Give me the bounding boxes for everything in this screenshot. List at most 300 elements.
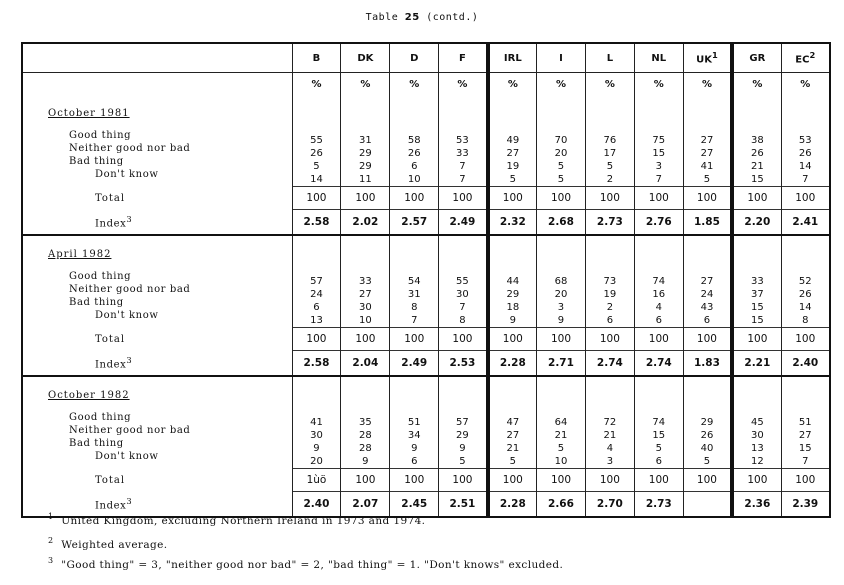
period-values-row — [22, 235, 830, 328]
column-code: UK — [696, 54, 712, 66]
total-value: 100 — [390, 469, 439, 492]
value: 51 — [798, 417, 812, 428]
total-value: 100 — [390, 328, 439, 351]
value: 21 — [506, 443, 520, 454]
column-header-dk — [341, 43, 390, 73]
table-title — [0, 12, 844, 23]
total-value: 100 — [439, 187, 488, 210]
value: 19 — [506, 161, 520, 172]
value-cell — [634, 95, 683, 187]
index-value: 2.49 — [439, 210, 488, 236]
value: 19 — [603, 289, 617, 300]
column-header-irl — [488, 43, 537, 73]
value: 34 — [407, 430, 421, 441]
value-cell — [488, 95, 537, 187]
index-value: 2.73 — [585, 210, 634, 236]
value-cell — [341, 376, 390, 469]
index-value: 2.39 — [781, 492, 830, 518]
value: 9 — [459, 443, 466, 454]
index-value: 2.21 — [732, 351, 781, 377]
value: 10 — [407, 174, 421, 185]
index-value: 2.36 — [732, 492, 781, 518]
header-row — [22, 43, 830, 73]
value: 43 — [700, 302, 714, 313]
value: 3 — [606, 456, 614, 467]
value-cell — [732, 235, 781, 328]
title-prefix: Table — [365, 12, 399, 23]
column-header-l — [585, 43, 634, 73]
total-row — [22, 328, 830, 351]
value: 45 — [750, 417, 764, 428]
value: 11 — [358, 174, 372, 185]
value: 31 — [358, 135, 372, 146]
value: 52 — [798, 276, 812, 287]
column-code: IRL — [503, 52, 522, 64]
index-value: 2.71 — [537, 351, 586, 377]
column-code: D — [410, 52, 419, 64]
total-value: 100 — [292, 187, 341, 210]
value: 30 — [750, 430, 764, 441]
column-header-gr — [732, 43, 781, 73]
column-footnote-mark: 1 — [711, 50, 718, 61]
value-cell — [292, 235, 341, 328]
value: 51 — [407, 417, 421, 428]
value: 30 — [310, 430, 323, 441]
value-cell — [390, 235, 439, 328]
value: 17 — [603, 148, 617, 159]
value: 33 — [456, 148, 469, 159]
percent-sign: % — [683, 73, 732, 96]
value: 2 — [606, 302, 614, 313]
value: 20 — [554, 289, 568, 300]
value-cell — [292, 95, 341, 187]
index-value: 2.74 — [634, 351, 683, 377]
value-cell — [292, 376, 341, 469]
index-value: 2.28 — [488, 351, 537, 377]
value: 6 — [411, 161, 418, 172]
value: 9 — [313, 443, 320, 454]
total-stub — [22, 328, 292, 351]
value: 26 — [407, 148, 421, 159]
period-name: April 1982 — [48, 249, 112, 261]
footnote — [48, 536, 167, 551]
value: 37 — [750, 289, 764, 300]
value: 38 — [750, 135, 764, 146]
value: 6 — [606, 315, 614, 326]
row-label: Bad thing — [69, 297, 124, 309]
value: 29 — [506, 289, 520, 300]
value-cell — [683, 376, 732, 469]
index-value: 2.40 — [292, 492, 341, 518]
total-value: 100 — [488, 187, 537, 210]
value: 53 — [798, 135, 812, 146]
index-value: 2.20 — [732, 210, 781, 236]
value: 26 — [798, 289, 812, 300]
total-row — [22, 469, 830, 492]
value: 24 — [700, 289, 714, 300]
column-code: B — [312, 52, 321, 64]
total-value: 100 — [732, 328, 781, 351]
row-label: Neither good nor bad — [69, 143, 191, 155]
total-row — [22, 187, 830, 210]
value: 64 — [554, 417, 568, 428]
value: 15 — [798, 443, 812, 454]
column-code: DK — [357, 52, 374, 64]
value: 6 — [703, 315, 711, 326]
row-label: Neither good nor bad — [69, 284, 191, 296]
index-label — [23, 496, 292, 511]
value: 6 — [411, 456, 418, 467]
total-value: 100 — [732, 187, 781, 210]
total-value: 100 — [585, 187, 634, 210]
total-value: 100 — [781, 469, 830, 492]
value: 18 — [506, 302, 520, 313]
value: 26 — [798, 148, 812, 159]
total-value: 100 — [683, 187, 732, 210]
total-value: 100 — [781, 187, 830, 210]
value-cell — [585, 95, 634, 187]
value: 20 — [310, 456, 323, 467]
value: 7 — [802, 456, 809, 467]
value: 6 — [655, 315, 662, 326]
value: 70 — [554, 135, 568, 146]
value-cell — [439, 235, 488, 328]
value: 28 — [358, 430, 372, 441]
value-cell — [634, 376, 683, 469]
index-value: 2.49 — [390, 351, 439, 377]
index-footnote-mark: 3 — [126, 355, 133, 366]
value: 74 — [652, 276, 666, 287]
column-header-i — [537, 43, 586, 73]
value: 76 — [603, 135, 617, 146]
value: 24 — [310, 289, 323, 300]
index-value: 2.68 — [537, 210, 586, 236]
index-row — [22, 351, 830, 377]
value: 5 — [509, 174, 517, 185]
percent-sign: % — [488, 73, 537, 96]
title-suffix: (contd.) — [426, 12, 479, 23]
period-stub — [22, 235, 292, 328]
value: 30 — [456, 289, 469, 300]
percent-sign: % — [781, 73, 830, 96]
value: 5 — [606, 161, 614, 172]
value: 57 — [456, 417, 469, 428]
total-value: 100 — [341, 187, 390, 210]
value: 49 — [506, 135, 520, 146]
value: 54 — [407, 276, 421, 287]
value: 14 — [798, 302, 812, 313]
index-value: 2.53 — [439, 351, 488, 377]
value: 29 — [700, 417, 714, 428]
value-cell — [390, 95, 439, 187]
index-value: 2.66 — [537, 492, 586, 518]
value: 9 — [509, 315, 517, 326]
value: 6 — [313, 302, 320, 313]
value: 2 — [606, 174, 614, 185]
total-value: 100 — [634, 328, 683, 351]
index-label-text: Index — [95, 500, 127, 512]
value: 26 — [700, 430, 714, 441]
data-table — [21, 42, 831, 518]
value: 29 — [358, 148, 372, 159]
percent-sign: % — [732, 73, 781, 96]
value: 73 — [603, 276, 617, 287]
value-cell — [341, 95, 390, 187]
value-cell — [683, 95, 732, 187]
value: 6 — [655, 456, 662, 467]
value: 7 — [459, 174, 466, 185]
column-header-b — [292, 43, 341, 73]
value-cell — [585, 235, 634, 328]
total-value: 100 — [488, 328, 537, 351]
value: 55 — [456, 276, 469, 287]
total-value: 100 — [537, 187, 586, 210]
percent-sign: % — [341, 73, 390, 96]
percent-sign: % — [439, 73, 488, 96]
column-code: I — [559, 52, 563, 64]
index-value: 2.73 — [634, 492, 683, 518]
index-label — [23, 355, 292, 370]
total-value: 100 — [439, 328, 488, 351]
percent-row — [22, 73, 830, 96]
value: 15 — [652, 148, 666, 159]
column-code: F — [459, 52, 466, 64]
value: 28 — [358, 443, 372, 454]
value: 31 — [407, 289, 421, 300]
index-value: 1.83 — [683, 351, 732, 377]
value: 7 — [459, 161, 466, 172]
value: 74 — [652, 417, 666, 428]
value: 20 — [554, 148, 568, 159]
value: 27 — [700, 135, 714, 146]
column-footnote-mark: 2 — [809, 50, 816, 61]
value-cell — [732, 95, 781, 187]
value: 72 — [603, 417, 617, 428]
value-cell — [439, 95, 488, 187]
value: 10 — [554, 456, 568, 467]
value: 3 — [557, 302, 565, 313]
index-value: 2.70 — [585, 492, 634, 518]
row-labels — [23, 401, 292, 463]
percent-sign: % — [634, 73, 683, 96]
value-cell — [341, 235, 390, 328]
value: 10 — [358, 315, 372, 326]
total-value: 100 — [292, 328, 341, 351]
value: 5 — [557, 443, 565, 454]
value-cell — [634, 235, 683, 328]
index-value: 2.07 — [341, 492, 390, 518]
total-stub — [22, 187, 292, 210]
value-cell — [390, 376, 439, 469]
index-value: 2.51 — [439, 492, 488, 518]
value-cell — [683, 235, 732, 328]
period-values-row — [22, 376, 830, 469]
footnote-text: United Kingdom, excluding Northern Ireland in 1973 and 1974. — [57, 514, 426, 527]
index-value: 2.32 — [488, 210, 537, 236]
total-value: 100 — [732, 469, 781, 492]
value: 7 — [802, 174, 809, 185]
value: 27 — [700, 276, 714, 287]
footnote-text: Weighted average. — [57, 538, 168, 551]
value: 29 — [358, 161, 372, 172]
value: 5 — [459, 456, 466, 467]
footnote-mark: 3 — [48, 556, 54, 565]
index-value: 2.02 — [341, 210, 390, 236]
value: 58 — [407, 135, 421, 146]
index-stub — [22, 351, 292, 377]
total-value: 100 — [683, 469, 732, 492]
column-code: NL — [651, 52, 667, 64]
value: 27 — [700, 148, 714, 159]
value: 13 — [750, 443, 764, 454]
value: 35 — [358, 417, 372, 428]
row-label: Good thing — [69, 130, 132, 142]
index-row — [22, 210, 830, 236]
total-stub — [22, 469, 292, 492]
period-values-row — [22, 95, 830, 187]
footnote — [48, 556, 563, 571]
value: 27 — [506, 148, 520, 159]
index-label-text: Index — [95, 359, 127, 371]
index-value: 2.58 — [292, 210, 341, 236]
total-label: Total — [95, 192, 126, 204]
row-labels — [23, 260, 292, 322]
value-cell — [732, 376, 781, 469]
value: 5 — [655, 443, 662, 454]
value: 41 — [310, 417, 323, 428]
index-value — [683, 492, 732, 518]
index-value: 2.45 — [390, 492, 439, 518]
value-cell — [781, 376, 830, 469]
stub-header — [22, 43, 292, 73]
value: 5 — [313, 161, 320, 172]
title-number: 25 — [404, 12, 420, 23]
value: 13 — [310, 315, 323, 326]
total-value: 100 — [585, 469, 634, 492]
value: 47 — [506, 417, 520, 428]
index-stub — [22, 210, 292, 236]
total-value: 100 — [683, 328, 732, 351]
column-code: L — [606, 52, 614, 64]
value: 9 — [362, 456, 369, 467]
stub-blank — [22, 73, 292, 96]
value: 12 — [750, 456, 764, 467]
value: 15 — [750, 174, 764, 185]
row-labels — [23, 119, 292, 181]
value: 53 — [456, 135, 469, 146]
total-value: 100 — [585, 328, 634, 351]
total-value: 1ùö — [292, 469, 341, 492]
footnote-text: "Good thing" = 3, "neither good nor bad" = 2, "bad thing" = 1. "Don't knows" excluded. — [57, 558, 564, 571]
total-value: 100 — [634, 469, 683, 492]
row-label: Don't know — [95, 451, 159, 463]
value-cell — [781, 95, 830, 187]
total-value: 100 — [488, 469, 537, 492]
value: 33 — [358, 276, 372, 287]
value: 8 — [411, 302, 418, 313]
value: 68 — [554, 276, 568, 287]
index-value: 2.41 — [781, 210, 830, 236]
period-name: October 1981 — [48, 108, 130, 120]
index-value: 2.04 — [341, 351, 390, 377]
value: 33 — [750, 276, 764, 287]
value: 14 — [310, 174, 323, 185]
index-footnote-mark: 3 — [126, 496, 133, 507]
row-label: Good thing — [69, 412, 132, 424]
column-header-ec — [781, 43, 830, 73]
value: 9 — [557, 315, 565, 326]
footnote-mark: 1 — [48, 512, 54, 521]
percent-sign: % — [292, 73, 341, 96]
total-value: 100 — [781, 328, 830, 351]
row-label: Neither good nor bad — [69, 425, 191, 437]
value: 14 — [798, 161, 812, 172]
value: 9 — [411, 443, 418, 454]
value: 26 — [750, 148, 764, 159]
period-stub — [22, 376, 292, 469]
total-value: 100 — [341, 328, 390, 351]
row-label: Bad thing — [69, 438, 124, 450]
value: 5 — [703, 456, 711, 467]
value: 29 — [456, 430, 469, 441]
total-value: 100 — [341, 469, 390, 492]
value: 26 — [310, 148, 323, 159]
value: 21 — [603, 430, 617, 441]
value-cell — [537, 376, 586, 469]
index-footnote-mark: 3 — [126, 214, 133, 225]
value: 4 — [606, 443, 614, 454]
index-value: 2.40 — [781, 351, 830, 377]
value: 8 — [459, 315, 466, 326]
value-cell — [488, 235, 537, 328]
value: 5 — [703, 174, 711, 185]
percent-sign: % — [585, 73, 634, 96]
index-label — [23, 214, 292, 229]
value: 21 — [750, 161, 764, 172]
value: 7 — [459, 302, 466, 313]
value: 16 — [652, 289, 666, 300]
row-label: Good thing — [69, 271, 132, 283]
value-cell — [585, 376, 634, 469]
row-label: Bad thing — [69, 156, 124, 168]
value: 4 — [655, 302, 662, 313]
value: 21 — [554, 430, 568, 441]
index-value: 2.57 — [390, 210, 439, 236]
index-label-text: Index — [95, 218, 127, 230]
total-value: 100 — [537, 469, 586, 492]
value-cell — [439, 376, 488, 469]
value: 5 — [509, 456, 517, 467]
column-code: EC — [795, 54, 810, 66]
value: 3 — [655, 161, 662, 172]
value: 5 — [557, 174, 565, 185]
value: 40 — [700, 443, 714, 454]
period-name: October 1982 — [48, 390, 130, 402]
column-header-f — [439, 43, 488, 73]
total-label: Total — [95, 333, 126, 345]
value: 57 — [310, 276, 323, 287]
value: 41 — [700, 161, 714, 172]
value: 15 — [652, 430, 666, 441]
index-value: 1.85 — [683, 210, 732, 236]
value: 15 — [750, 315, 764, 326]
value: 27 — [358, 289, 372, 300]
row-label: Don't know — [95, 310, 159, 322]
row-label: Don't know — [95, 169, 159, 181]
value: 15 — [750, 302, 764, 313]
value: 27 — [798, 430, 812, 441]
footnote — [48, 512, 425, 527]
